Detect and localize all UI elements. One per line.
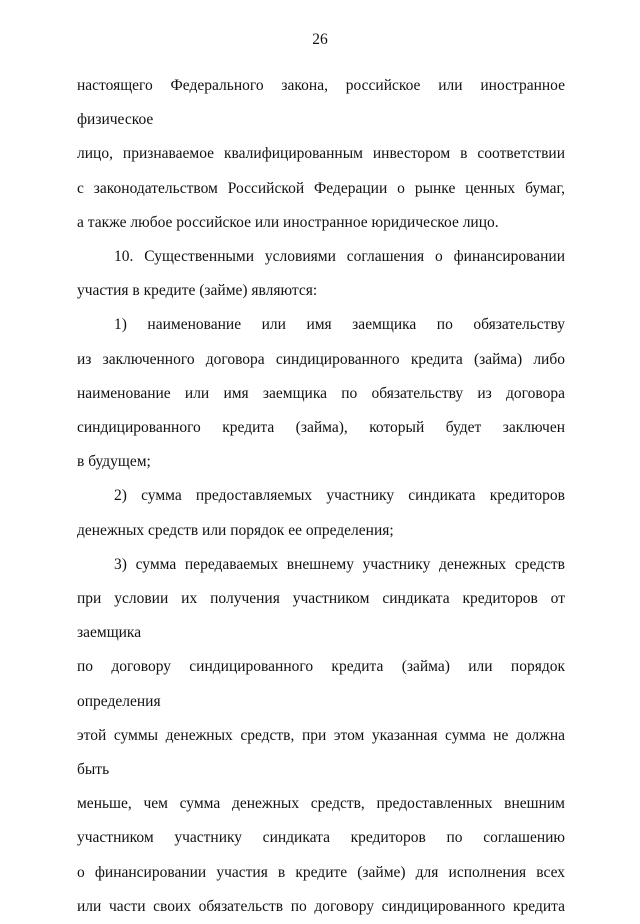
text-line: в будущем; xyxy=(77,453,151,471)
text-line: участия в кредите (займе) являются: xyxy=(77,282,318,300)
text-line: 3) сумма передаваемых внешнему участнику денежных средств xyxy=(114,555,565,573)
text-line: лицо, признаваемое квалифицированным инвестором в соответствии xyxy=(77,145,565,163)
text-line: настоящего Федерального закона, российское или иностранное физическое xyxy=(77,77,565,129)
text-line: наименование или имя заемщика по обязательству из договора xyxy=(77,384,565,402)
text-line: этой суммы денежных средств, при этом указанная сумма не должна быть xyxy=(77,726,565,779)
text-line: при условии их получения участником синдиката кредиторов от заемщика xyxy=(77,590,565,642)
text-line: 1) наименование или имя заемщика по обязательству xyxy=(114,316,565,334)
text-line: по договору синдицированного кредита (займа) или порядок определения xyxy=(77,658,565,710)
paragraph xyxy=(77,240,565,308)
text-line: денежных средств или порядок ее определения; xyxy=(77,521,394,539)
paragraph xyxy=(77,479,565,547)
text-line: участником участнику синдиката кредиторов по соглашению xyxy=(77,829,565,847)
paragraph xyxy=(77,308,565,479)
text-line: с законодательством Российской Федерации о рынке ценных бумаг, xyxy=(77,179,565,197)
text-line: меньше, чем сумма денежных средств, предоставленных внешним xyxy=(77,795,565,813)
text-line: или части своих обязательств по договору синдицированного кредита xyxy=(77,897,565,915)
text-line: о финансировании участия в кредите (займе) для исполнения всех xyxy=(77,863,565,881)
paragraph xyxy=(77,69,565,240)
paragraph xyxy=(77,548,565,924)
text-line: а также любое российское или иностранное юридическое лицо. xyxy=(77,213,499,231)
text-line: 2) сумма предоставляемых участнику синдиката кредиторов xyxy=(114,487,565,505)
text-line: синдицированного кредита (займа), который будет заключен xyxy=(77,419,565,437)
text-line: 10. Существенными условиями соглашения о финансировании xyxy=(114,248,565,266)
document-body xyxy=(77,69,565,924)
text-line: из заключенного договора синдицированного кредита (займа) либо xyxy=(77,350,565,368)
page-number: 26 xyxy=(312,31,328,48)
